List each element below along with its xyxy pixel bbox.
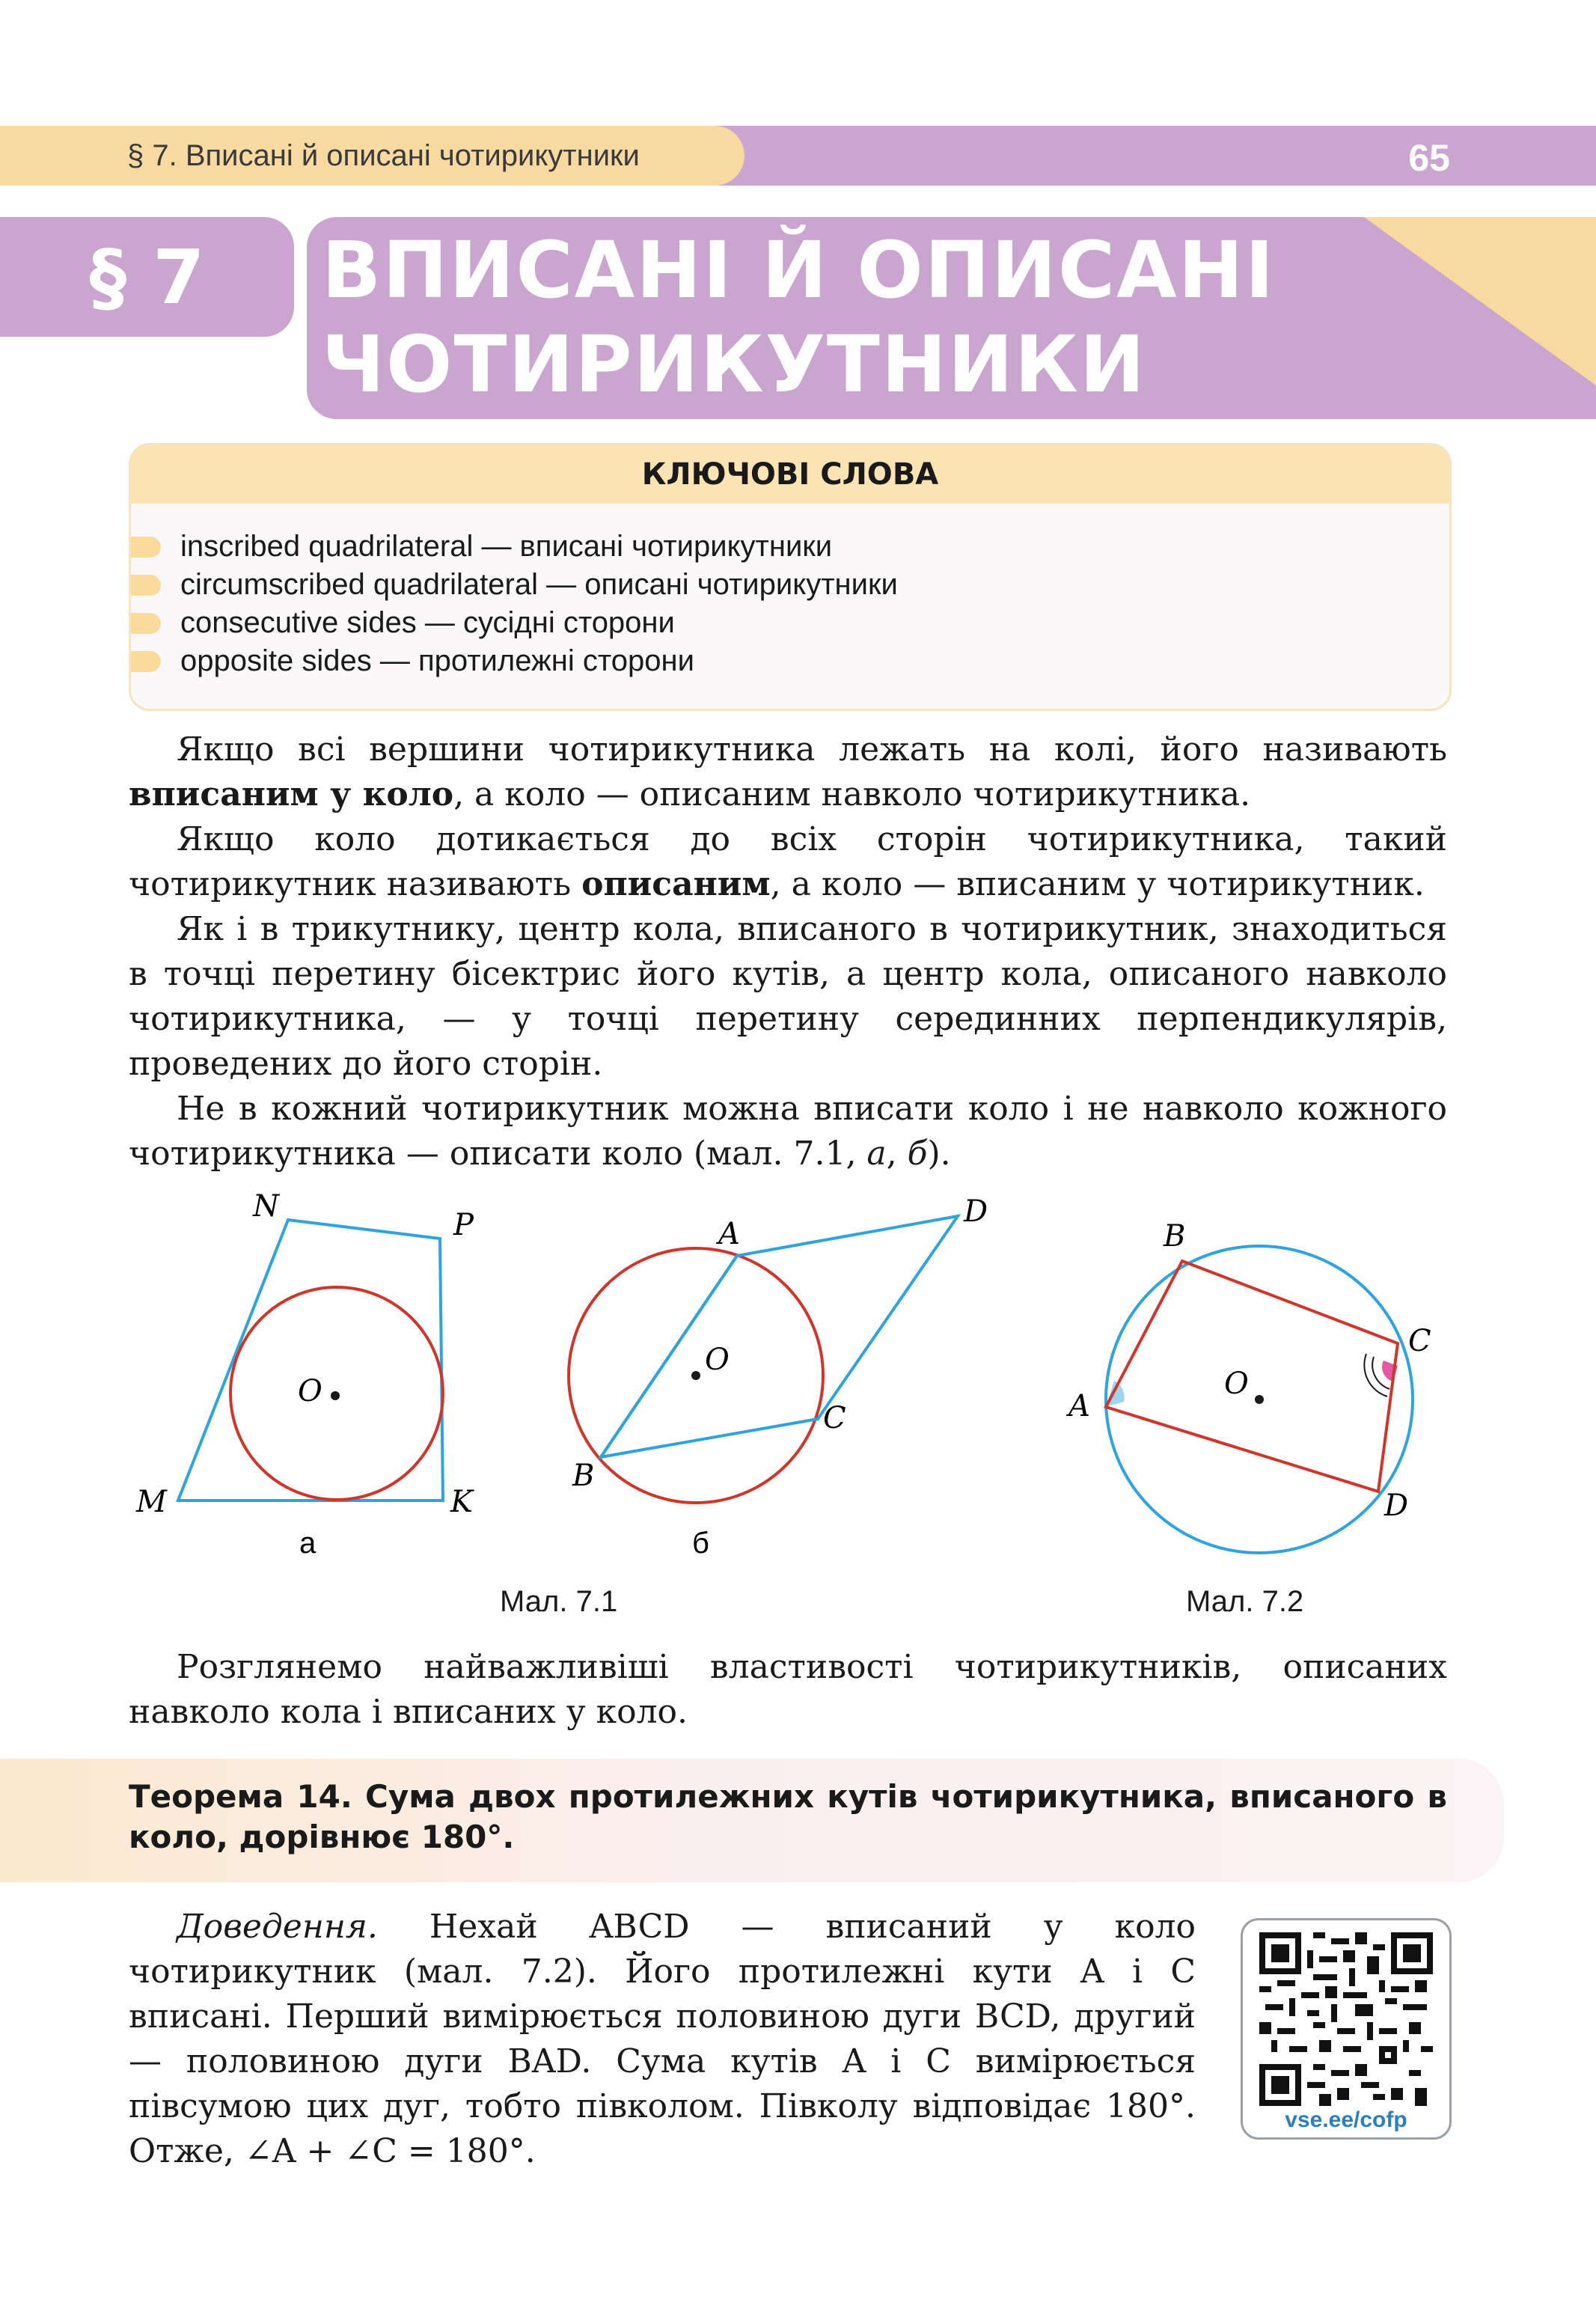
paragraph-2: [129, 817, 1447, 907]
running-title-pill: [0, 126, 745, 186]
keyword-text: opposite sides — протилежні сторони: [180, 644, 694, 677]
keywords-heading: КЛЮЧОВІ СЛОВА: [641, 457, 939, 492]
label-n: N: [253, 1189, 279, 1224]
label-o: O: [705, 1343, 730, 1377]
section-title: ВПИСАНІ Й ОПИСАНІ ЧОТИРИКУТНИКИ: [322, 225, 1276, 410]
quadrilateral-mnpk: [178, 1220, 443, 1501]
running-title: § 7. Вписані й описані чотирикутники: [127, 138, 640, 172]
properties-intro: [129, 1645, 1447, 1735]
p2-start: Якщо коло дотикається до всіх сторін чотирикутника, такий чотирикутник називають: [129, 820, 1447, 903]
qr-code-card[interactable]: [1241, 1918, 1452, 2140]
label-o: O: [1224, 1367, 1249, 1401]
p1-start: Якщо всі вершини чотирикутника лежать на колі, його називають: [177, 730, 1447, 769]
label-a: A: [1068, 1389, 1090, 1423]
p2-end: , а коло — вписаним у чотирикутник.: [770, 865, 1425, 903]
p1-end: , а коло — описаним навколо чотирикутника.: [453, 775, 1251, 813]
theorem-box: [0, 1759, 1504, 1882]
keywords-box: [129, 443, 1452, 711]
figure-7-1-b: [569, 1194, 988, 1560]
section-number-tab: [0, 217, 294, 337]
proof-lead: Доведення.: [177, 1908, 378, 1946]
label-c: C: [1408, 1324, 1431, 1358]
p2-bold: описаним: [581, 865, 771, 903]
label-m: M: [136, 1485, 167, 1519]
label-p: P: [453, 1208, 474, 1242]
theorem-text: Теорема 14. Сума двох протилежних кутів чотирикутника, вписаного в коло, дорівнює 180°.: [129, 1778, 1447, 1855]
bullet-icon: [131, 613, 161, 634]
running-header: [0, 126, 1596, 186]
proof-body: Нехай ABCD — вписаний у коло чотирикутник (мал. 7.2). Його протилежні кути A і C вписані. Перший вимірюється половиною дуги BCD, другий — половиною дуги BAD. Сума кутів A і C вимірюється півсумою цих дуг, тобто півколом. Півколу відповідає 180°. Отже, ∠A + ∠C = 180°.: [129, 1908, 1196, 2170]
p4-start: Не в кожний чотирикутник можна вписати коло і не навколо кожного чотирикутника — описати коло (мал. 7.1,: [129, 1090, 1447, 1173]
bullet-icon: [131, 651, 161, 672]
label-d: D: [1384, 1489, 1409, 1523]
label-a: A: [718, 1217, 740, 1251]
figure-7-2: [1065, 1219, 1431, 1553]
figures-area: [0, 1182, 1596, 1631]
p4-b: б: [907, 1135, 928, 1173]
p1-bold: вписаним у коло: [129, 775, 454, 813]
section-number: § 7: [89, 233, 205, 321]
intro-text: [129, 727, 1447, 1176]
bullet-icon: [131, 575, 161, 596]
sublabel-a: а: [299, 1527, 317, 1560]
keyword-item: [131, 604, 898, 642]
title-corner-decoration: [1349, 217, 1596, 419]
label-k: K: [450, 1485, 473, 1519]
p4-end: ).: [927, 1135, 951, 1173]
page-number: 65: [1408, 137, 1450, 179]
keyword-text: circumscribed quadrilateral — описані чотирикутники: [180, 568, 898, 601]
keyword-item: [131, 528, 898, 566]
sublabel-b: б: [692, 1527, 709, 1560]
center-point: [331, 1391, 340, 1400]
p4-mid: ,: [886, 1135, 908, 1173]
section-title-box: [307, 217, 1596, 419]
angle-c-arc-2: [1364, 1354, 1387, 1396]
label-b: B: [1164, 1219, 1186, 1254]
center-point: [691, 1371, 700, 1380]
keyword-text: inscribed quadrilateral — вписані чотирикутники: [180, 530, 833, 563]
qr-url[interactable]: vse.ee/cofp: [1285, 2107, 1407, 2132]
label-c: C: [823, 1401, 846, 1435]
quadrilateral-abcd: [601, 1216, 958, 1457]
label-o: O: [298, 1374, 322, 1408]
label-d: D: [964, 1194, 988, 1229]
keywords-heading-bar: [131, 445, 1449, 504]
caption-fig-7-2: Мал. 7.2: [1186, 1585, 1304, 1618]
p4-a: а: [866, 1135, 887, 1173]
keyword-item: [131, 642, 898, 680]
keyword-text: consecutive sides — сусідні сторони: [180, 606, 675, 639]
paragraph-1: [129, 727, 1447, 817]
label-b: B: [572, 1459, 595, 1493]
caption-fig-7-1: Мал. 7.1: [500, 1585, 618, 1618]
figure-7-1-a: [135, 1189, 474, 1560]
quadrilateral-abcd-inscribed: [1106, 1261, 1398, 1492]
proof-paragraph: [129, 1905, 1196, 2174]
qr-code-icon: [1259, 1932, 1433, 2106]
paragraph-4: [129, 1087, 1447, 1176]
paragraph-3: Як і в трикутнику, центр кола, вписаного в чотирикутник, знаходиться в точці перетину бісектрис його кутів, а центр кола, описаного навколо чотирикутника, — у точці перетину серединних перпендикулярів, проведених до його сторін.: [129, 910, 1447, 1083]
keywords-list: [131, 528, 898, 680]
center-point: [1255, 1395, 1264, 1404]
proof-text: [129, 1905, 1196, 2174]
keyword-item: [131, 566, 898, 604]
bullet-icon: [131, 537, 161, 558]
paragraph-5: Розглянемо найважливіші властивості чотирикутників, описаних навколо кола і вписаних у коло.: [129, 1648, 1447, 1731]
